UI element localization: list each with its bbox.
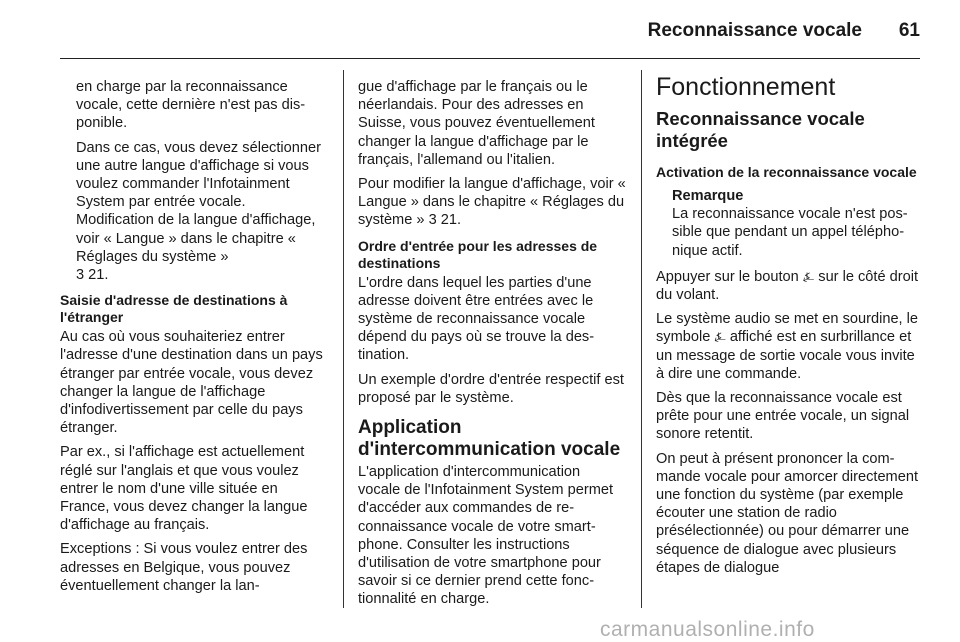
header-rule (60, 58, 920, 59)
section-heading: Ordre d'entrée pour les adresses de destinations (358, 237, 598, 271)
paragraph-text: Appuyer sur le bouton (656, 268, 799, 285)
paragraph: L'ordre dans lequel les parties d'une adresse doivent être entrées avec le système de reconnaissance vocale dépend du pays où se trouve la destination. (358, 274, 595, 364)
paragraph-text: Le système audio se met en sourdine, le symbole (656, 311, 919, 346)
voice-command-icon: ⍼ (714, 329, 726, 345)
subsection-heading: Activation de la reconnaissance vocale (656, 164, 917, 180)
page-number: 61 (898, 20, 920, 41)
page-reference-link[interactable]: 3 21. (76, 267, 109, 284)
column-divider-1 (343, 70, 344, 608)
section-heading: Reconnaissance vocale intégrée (656, 108, 865, 151)
note-box (656, 187, 920, 260)
watermark: carmanualsonline.info (600, 618, 815, 641)
column-1 (60, 78, 326, 601)
page-header (60, 0, 920, 52)
paragraph: Par ex., si l'affichage est actuellement réglé sur l'anglais et que vous voulez entrer le nom d'une ville située en France, vous devez changer la langue d'affichage au français. (60, 444, 308, 534)
paragraph: L'application d'intercommunication vocale de l'Infotainment System permet d'accéder aux commandes de reconnaissance vocale de votre smartphone. Consulter les instructions d'utilisation de votre smartphone pour savoir si ce dernier prend cette fonctionnalité en charge. (358, 464, 614, 608)
paragraph: Exceptions : Si vous voulez entrer des adresses en Belgique, vous pouvez éventuellement changer la lan- (60, 541, 308, 594)
section-heading: Saisie d'adresse de destinations à l'étranger (60, 292, 288, 326)
page-title: Reconnaissance vocale (647, 20, 862, 41)
paragraph (656, 268, 920, 304)
section-heading: Application d'intercommunication vocale (358, 417, 621, 461)
voice-command-icon: ⍼ (802, 268, 815, 284)
paragraph (656, 310, 920, 383)
paragraph: Au cas où vous souhaiteriez entrer l'adresse d'une destination dans un pays étranger par entrée vocale, vous devez changer la langue de l'affichage d'infodivertissement par celle du pays étranger. (60, 329, 323, 437)
paragraph: Dès que la reconnaissance vocale est prête pour une entrée vocale, un signal sonore retentit. (656, 390, 910, 443)
column-3 (656, 73, 920, 583)
note-text: La reconnaissance vocale n'est possible que pendant un appel téléphonique actif. (672, 206, 908, 259)
paragraph-text: sur le côté droit du volant. (656, 268, 919, 304)
paragraph-text: Dans ce cas, vous devez sélectionner une autre langue d'affichage si vous voulez commander l'Infotainment System par entrée vocale. Modification de la langue d'affichage, voir « Langue » dans le chapitre « Réglages du système » (76, 139, 321, 265)
paragraph: en charge par la reconnaissance vocale, cette dernière n'est pas disponible. (76, 79, 306, 132)
page-reference-link[interactable]: 3 21. (428, 212, 462, 229)
paragraph (60, 139, 326, 285)
paragraph (358, 175, 626, 230)
paragraph-text: Pour modifier la langue d'affichage, voir « Langue » dans le chapitre « Réglages du système » (358, 176, 626, 229)
column-divider-2 (641, 70, 642, 608)
paragraph: Un exemple d'ordre d'entrée respectif est proposé par le système. (358, 371, 624, 406)
chapter-heading: Fonctionnement (656, 73, 836, 101)
paragraph: gue d'affichage par le français ou le néerlandais. Pour des adresses en Suisse, vous pouvez éventuellement changer la langue d'affichage par le français, l'allemand ou l'italien. (358, 79, 595, 168)
column-2 (358, 78, 626, 615)
paragraph: On peut à présent prononcer la commande vocale pour amorcer directement une fonction du système (par exemple écouter une station de radio présélectionnée) ou pour démarrer une séquence de dialogue avec plusieurs étapes de dialogue (656, 450, 919, 576)
paragraph-text: affiché est en surbrillance et un message de sortie vocale vous invite à dire une commande. (656, 329, 915, 382)
note-title: Remarque (672, 188, 744, 204)
